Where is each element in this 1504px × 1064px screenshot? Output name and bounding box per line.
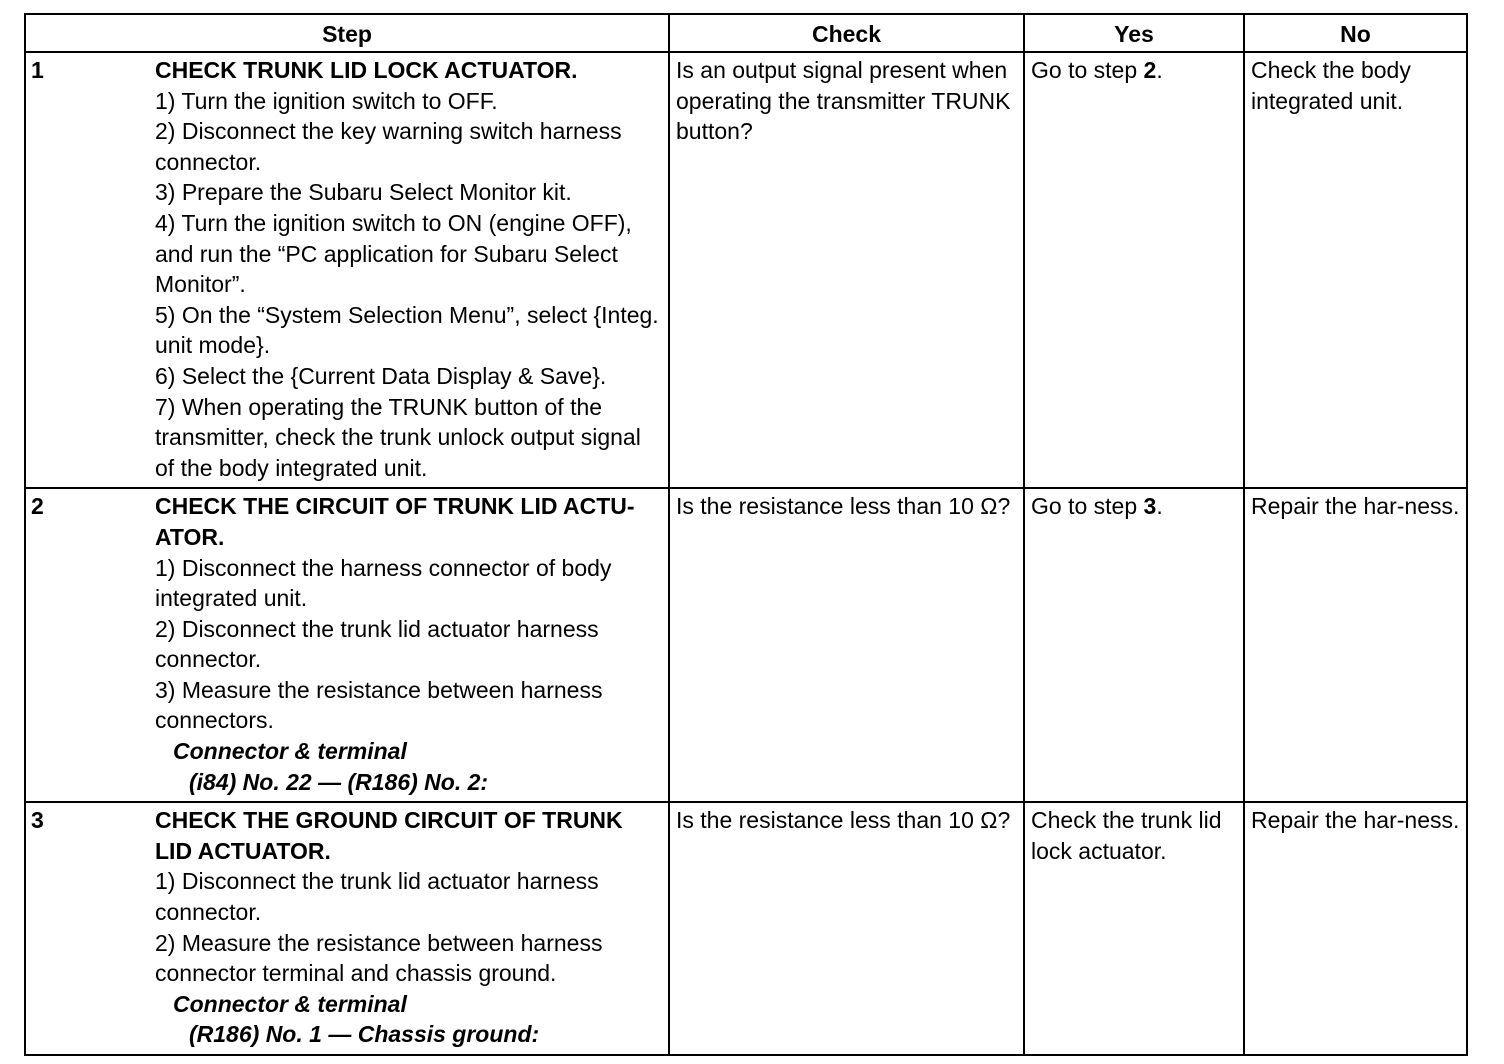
step-instructions <box>155 491 668 797</box>
step-instruction-line: 4) Turn the ignition switch to ON (engine OFF), and run the “PC application for Subaru Select Monitor”. <box>155 209 632 298</box>
header-no: No <box>1244 14 1467 52</box>
step-instruction-line: 2) Disconnect the key warning switch harness connector. <box>155 118 622 175</box>
step-title: CHECK THE CIRCUIT OF TRUNK LID ACTU-ATOR. <box>155 493 635 550</box>
check-cell: Is an output signal present when operating the transmitter TRUNK button? <box>669 52 1024 488</box>
check-cell: Is the resistance less than 10 Ω? <box>669 802 1024 1055</box>
spec-heading: Connector & terminal <box>173 738 407 765</box>
step-title: CHECK THE GROUND CIRCUIT OF TRUNK LID ACTUATOR. <box>155 807 623 864</box>
step-content <box>26 805 668 1050</box>
yes-step-ref: 2 <box>1143 57 1157 83</box>
yes-text: Go to step <box>1031 493 1144 520</box>
yes-cell <box>1024 488 1244 802</box>
yes-cell <box>1024 52 1244 488</box>
step-instruction-line: 1) Disconnect the harness connector of body integrated unit. <box>155 554 612 612</box>
step-instruction-line: 5) On the “System Selection Menu”, select {Integ. unit mode}. <box>155 301 659 359</box>
step-cell <box>25 52 669 488</box>
diagnostic-table-page <box>24 13 1466 1056</box>
yes-text: Go to step <box>1031 57 1144 83</box>
step-instruction-line: 3) Prepare the Subaru Select Monitor kit. <box>155 179 572 206</box>
table-row <box>25 488 1467 802</box>
step-number: 2 <box>31 493 44 520</box>
step-instruction-line: 2) Disconnect the trunk lid actuator harness connector. <box>155 615 599 673</box>
step-instruction-line: 2) Measure the resistance between harness connector terminal and chassis ground. <box>155 929 603 987</box>
spec-value: (R186) No. 1 — Chassis ground: <box>189 1021 540 1048</box>
step-instruction-line: 6) Select the {Current Data Display & Save}. <box>155 362 607 389</box>
step-number: 1 <box>31 57 44 83</box>
step-number: 3 <box>31 807 44 834</box>
step-instruction-line: 7) When operating the TRUNK button of the transmitter, check the trunk unlock output signal of the body integrated unit. <box>155 393 641 481</box>
step-instructions <box>155 55 668 483</box>
step-title: CHECK TRUNK LID LOCK ACTUATOR. <box>155 57 578 83</box>
yes-cell <box>1024 802 1244 1055</box>
spec-value: (i84) No. 22 — (R186) No. 2: <box>189 768 489 795</box>
yes-text: Check the trunk lid lock actuator. <box>1031 807 1222 864</box>
step-cell <box>25 802 669 1055</box>
yes-suffix: . <box>1156 57 1163 83</box>
table-row <box>25 52 1467 488</box>
header-step: Step <box>25 14 669 52</box>
yes-step-ref: 3 <box>1143 493 1157 520</box>
spec-heading: Connector & terminal <box>173 990 407 1017</box>
table-header-row <box>25 14 1467 52</box>
step-instruction-line: 3) Measure the resistance between harness connectors. <box>155 676 603 734</box>
step-instruction-line: 1) Turn the ignition switch to OFF. <box>155 87 498 114</box>
no-cell: Check the body integrated unit. <box>1244 52 1467 488</box>
header-yes: Yes <box>1024 14 1244 52</box>
step-content <box>26 55 668 483</box>
diagnostic-procedure-table <box>24 13 1468 1056</box>
step-content <box>26 491 668 797</box>
check-cell: Is the resistance less than 10 Ω? <box>669 488 1024 802</box>
table-row <box>25 802 1467 1055</box>
step-instructions <box>155 805 668 1050</box>
no-cell: Repair the har-ness. <box>1244 488 1467 802</box>
no-cell: Repair the har-ness. <box>1244 802 1467 1055</box>
yes-suffix: . <box>1156 493 1163 520</box>
step-instruction-line: 1) Disconnect the trunk lid actuator harness connector. <box>155 868 599 926</box>
step-cell <box>25 488 669 802</box>
header-check: Check <box>669 14 1024 52</box>
